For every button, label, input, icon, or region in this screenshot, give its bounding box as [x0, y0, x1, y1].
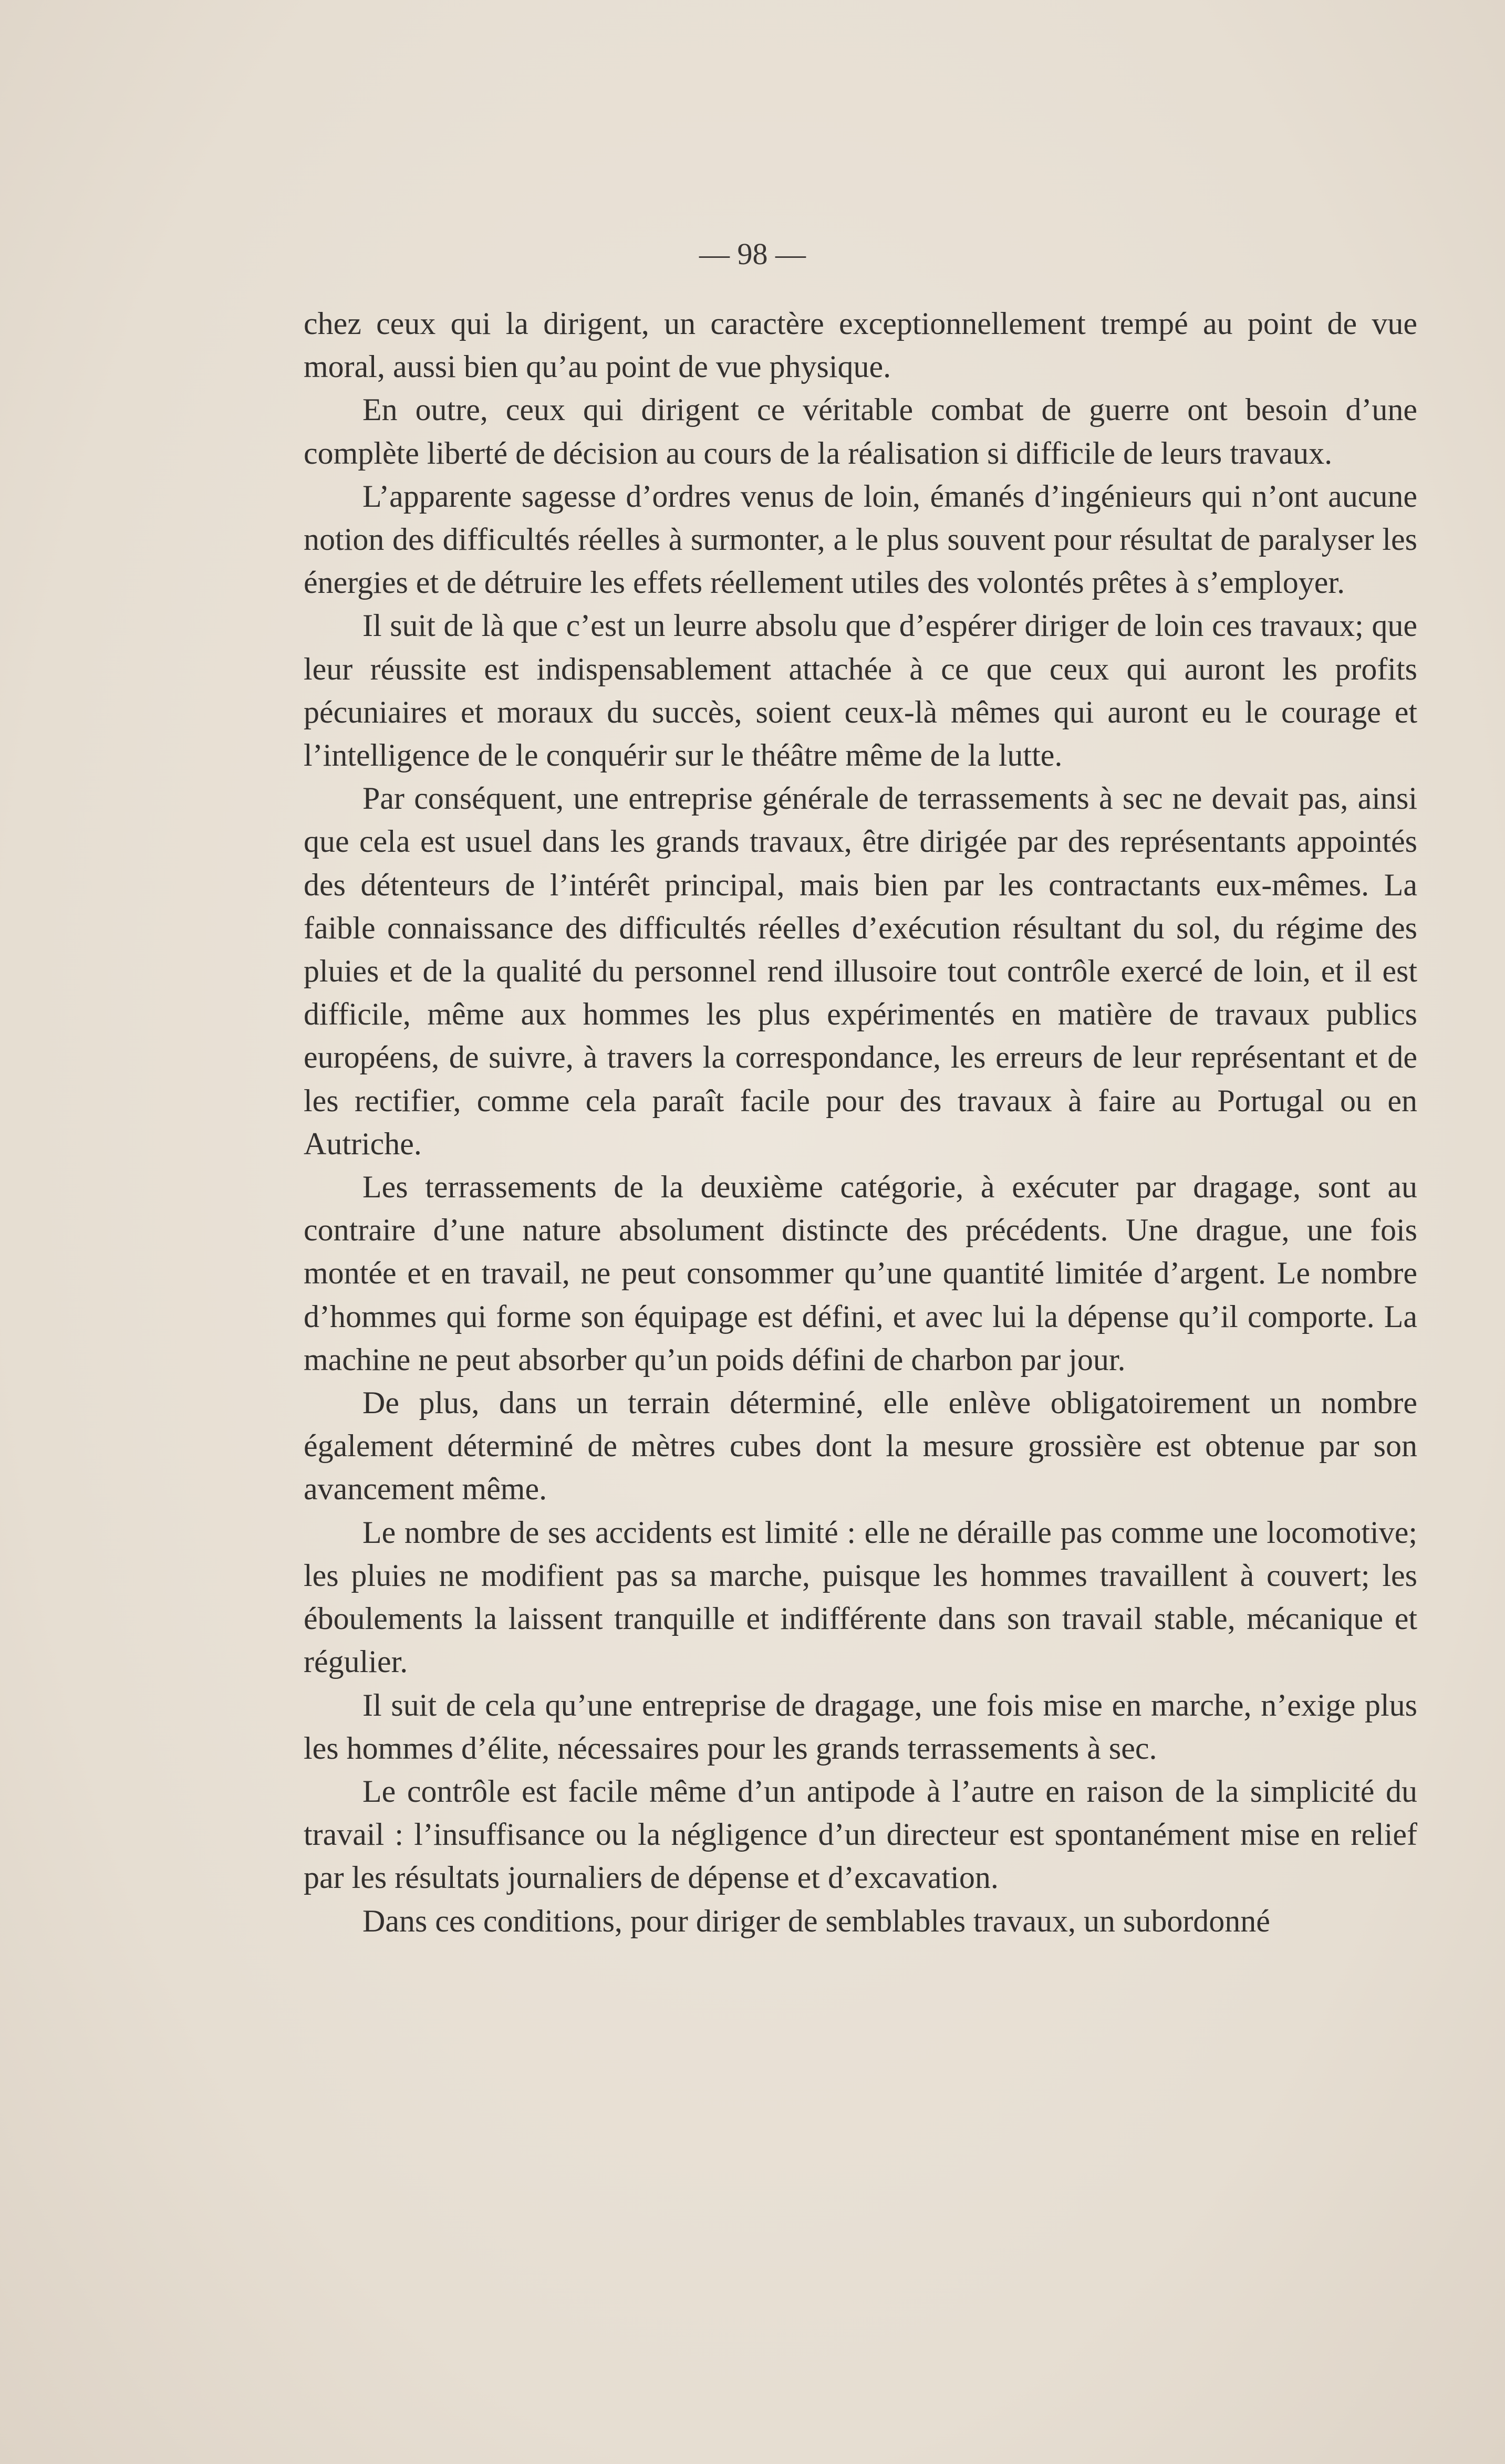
paragraph-3: L’apparente sagesse d’ordres venus de loin, émanés d’ingénieurs qui n’ont aucune notion des difficultés réelles à surmonter, a le plus souvent pour résultat de paralyser les énergies et de détruire les effets réellement utiles des volontés prêtes à s’employer. [304, 478, 1417, 600]
paragraph-1: chez ceux qui la dirigent, un caractère exceptionnellement trempé au point de vue moral, aussi bien qu’au point de vue physique. [304, 306, 1417, 384]
paragraph-11: Dans ces conditions, pour diriger de semblables travaux, un subordonné [362, 1903, 1270, 1938]
paragraph-2: En outre, ceux qui dirigent ce véritable combat de guerre ont besoin d’une complète liberté de décision au cours de la réalisation si difficile de leurs travaux. [304, 392, 1417, 471]
page-body-text [304, 302, 1417, 1943]
paragraph-7: De plus, dans un terrain déterminé, elle enlève obligatoirement un nombre également déterminé de mètres cubes dont la mesure grossière est obtenue par son avancement même. [304, 1385, 1417, 1507]
paragraph-6: Les terrassements de la deuxième catégorie, à exécuter par dragage, sont au contraire d’une nature absolument distincte des précédents. Une drague, une fois montée et en travail, ne peut consommer qu’une quantité limitée d’argent. Le nombre d’hommes qui forme son équipage est défini, et avec lui la dépense qu’il comporte. La machine ne peut absorber qu’un poids défini de charbon par jour. [304, 1170, 1417, 1377]
paragraph-8: Le nombre de ses accidents est limité : elle ne déraille pas comme une locomotive; les pluies ne modifient pas sa marche, puisque les hommes travaillent à couvert; les éboulements la laissent tranquille et indifférente dans son travail stable, mécanique et régulier. [304, 1515, 1417, 1679]
paragraph-4: Il suit de là que c’est un leurre absolu que d’espérer diriger de loin ces travaux; que leur réussite est indispensablement attachée à ce que ceux qui auront les profits pécuniaires et moraux du succès, soient ceux-là mêmes qui auront eu le courage et l’intelligence de le conquérir sur le théâtre même de la lutte. [304, 608, 1417, 773]
paragraph-10: Le contrôle est facile même d’un antipode à l’autre en raison de la simplicité du travail : l’insuffisance ou la négligence d’un directeur est spontanément mise en relief par les résultats journaliers de dépense et d’excavation. [304, 1773, 1417, 1895]
paragraph-5: Par conséquent, une entreprise générale de terrassements à sec ne devait pas, ainsi que cela est usuel dans les grands travaux, être dirigée par des représentants appointés des détenteurs de l’intérêt principal, mais bien par les contractants eux-mêmes. La faible connaissance des difficultés réelles d’exécution résultant du sol, du régime des pluies et de la qualité du personnel rend illusoire tout contrôle exercé de loin, et il est difficile, même aux hommes les plus expérimentés en matière de travaux publics européens, de suivre, à travers la correspondance, les erreurs de leur représentant et de les rectifier, comme cela paraît facile pour des travaux à faire au Portugal ou en Autriche. [304, 781, 1417, 1161]
paragraph-9: Il suit de cela qu’une entreprise de dragage, une fois mise en marche, n’exige plus les hommes d’élite, nécessaires pour les grands terrassements à sec. [304, 1687, 1417, 1766]
page-number: — 98 — [699, 237, 806, 271]
